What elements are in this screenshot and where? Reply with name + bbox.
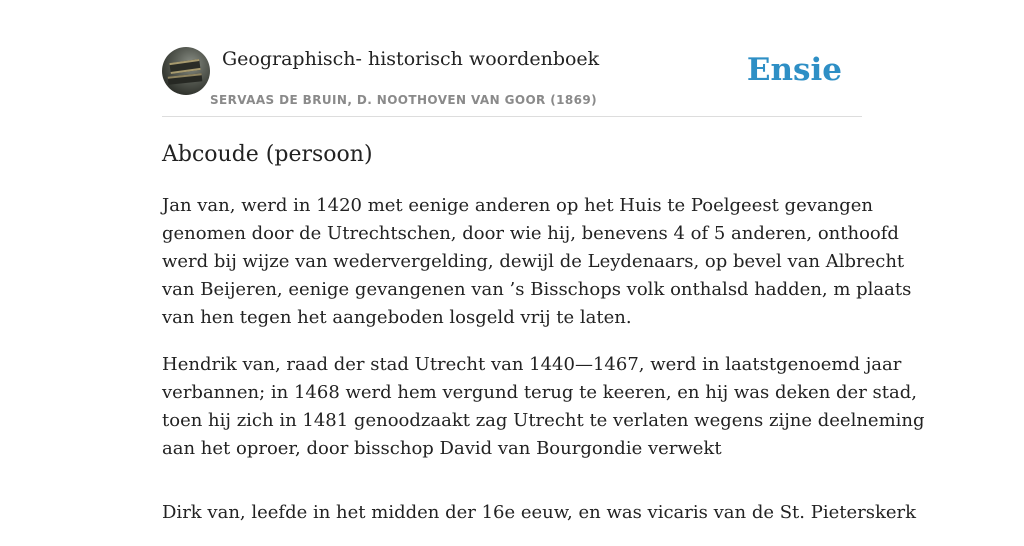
- entry-title: Abcoude (persoon): [162, 142, 373, 167]
- entry-paragraph: [162, 192, 912, 332]
- text-line: verbannen; in 1468 werd hem vergund terug te keeren, en hij was deken der stad,: [162, 382, 917, 403]
- book-header: [162, 46, 862, 117]
- text-line: Hendrik van, raad der stad Utrecht van 1440—1467, werd in laatstgenoemd jaar: [162, 354, 902, 375]
- text-line: genomen door de Utrechtschen, door wie hij, benevens 4 of 5 anderen, onthoofd: [162, 223, 899, 244]
- book-author-line: SERVAAS DE BRUIN, D. NOOTHOVEN VAN GOOR (1869): [210, 93, 598, 107]
- text-line: aan het oproer, door bisschop David van Bourgondie verwekt: [162, 438, 722, 459]
- ensie-logo-link[interactable]: Ensie: [746, 52, 842, 88]
- book-spine-decoration: [168, 73, 203, 85]
- book-cover-image[interactable]: [162, 47, 210, 95]
- entry-body: [162, 192, 925, 546]
- book-spine-decoration: [169, 59, 200, 74]
- entry-paragraph: [162, 351, 925, 463]
- text-line: van Beijeren, eenige gevangenen van ’s Bisschops volk onthalsd hadden, m plaats: [162, 279, 912, 300]
- text-line: Jan van, werd in 1420 met eenige anderen op het Huis te Poelgeest gevangen: [162, 195, 873, 216]
- entry-paragraph: [162, 499, 917, 527]
- text-line: van hen tegen het aangeboden losgeld vrij te laten.: [162, 307, 632, 328]
- text-line: werd bij wijze van wedervergelding, dewijl de Leydenaars, op bevel van Albrecht: [162, 251, 905, 272]
- text-line: toen hij zich in 1481 genoodzaakt zag Utrecht te verlaten wegens zijne deelneming: [162, 410, 925, 431]
- book-title[interactable]: Geographisch- historisch woordenboek: [222, 48, 600, 70]
- text-line: Dirk van, leefde in het midden der 16e eeuw, en was vicaris van de St. Pieterskerk: [162, 502, 917, 523]
